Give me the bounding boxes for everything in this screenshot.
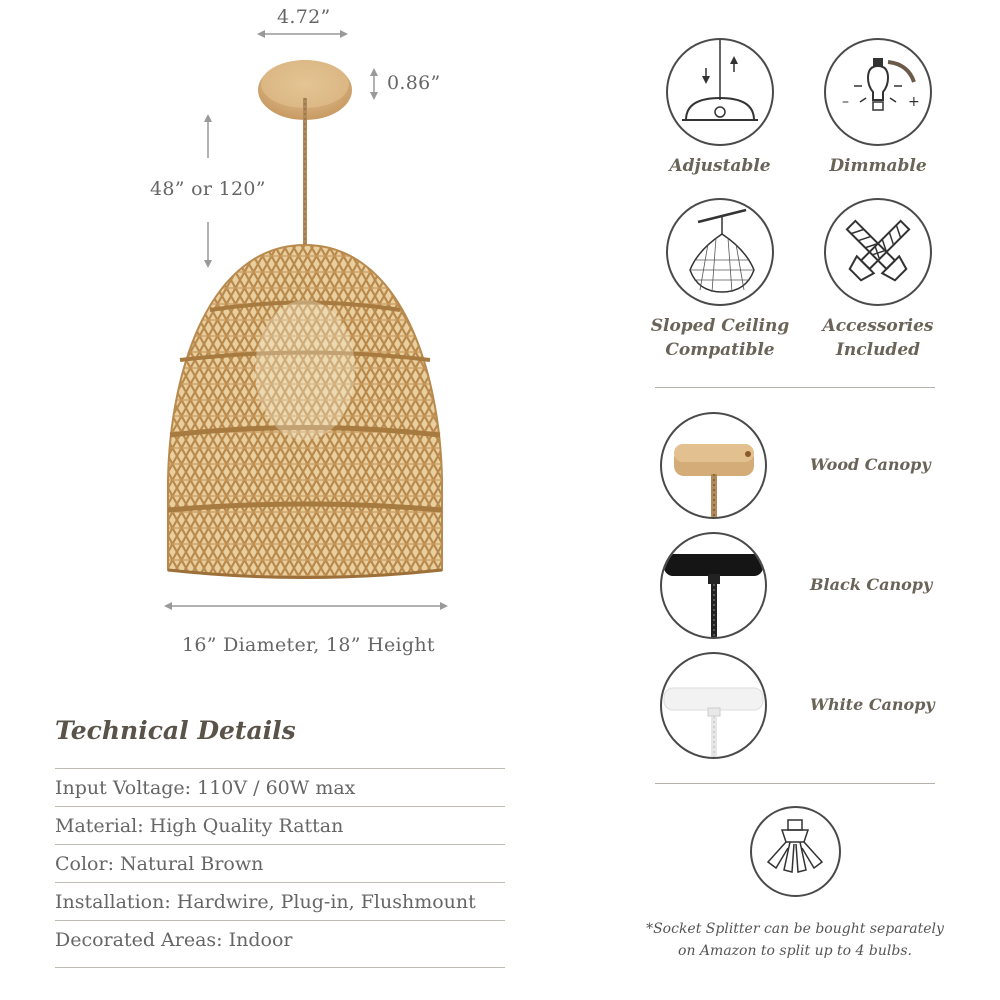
feature-label-sloped-ceiling-line1: Sloped Ceiling (650, 316, 790, 336)
dimmable-icon (824, 38, 932, 146)
svg-text:–: – (842, 94, 849, 110)
feature-label-sloped-ceiling-line2: Compatible (665, 340, 775, 360)
accessories-icon (824, 198, 932, 306)
black-canopy-label: Black Canopy (810, 575, 933, 594)
technical-details-title: Technical Details (55, 716, 296, 745)
white-canopy-label: White Canopy (810, 695, 935, 714)
tech-row-decorated-areas: Decorated Areas: Indoor (55, 920, 505, 959)
feature-label-adjustable: Adjustable (669, 156, 771, 176)
socket-splitter-icon (750, 806, 841, 897)
canopy-height-label: 0.86” (387, 72, 441, 94)
sloped-ceiling-icon (666, 198, 774, 306)
feature-label-accessories-line1: Accessories (822, 316, 934, 336)
tech-row-color: Color: Natural Brown (55, 844, 505, 883)
shade-diameter-arrow (162, 598, 450, 614)
canopy-width-label: 4.72” (277, 6, 331, 28)
product-figure (0, 0, 620, 680)
splitter-note-line1: *Socket Splitter can be bought separately (646, 921, 944, 937)
feature-label-accessories-line2: Included (835, 340, 921, 360)
black-canopy-swatch (660, 532, 767, 639)
feature-label-dimmable: Dimmable (829, 156, 927, 176)
shade-size-label: 16” Diameter, 18” Height (182, 634, 435, 656)
rattan-pendant-lamp (150, 40, 470, 590)
svg-text:+: + (908, 94, 920, 110)
cord-length-label: 48” or 120” (150, 178, 266, 200)
splitter-note-line2: on Amazon to split up to 4 bulbs. (678, 943, 912, 959)
white-canopy-swatch (660, 652, 767, 759)
tech-row-material: Material: High Quality Rattan (55, 806, 505, 845)
tech-row-voltage: Input Voltage: 110V / 60W max (55, 768, 505, 807)
tech-row-installation: Installation: Hardwire, Plug-in, Flushmount (55, 882, 505, 921)
tech-bottom-divider (55, 967, 505, 968)
features-divider (655, 387, 935, 388)
wood-canopy-label: Wood Canopy (810, 455, 931, 474)
wood-canopy-swatch (660, 412, 767, 519)
canopy-divider (655, 783, 935, 784)
adjustable-icon (666, 38, 774, 146)
